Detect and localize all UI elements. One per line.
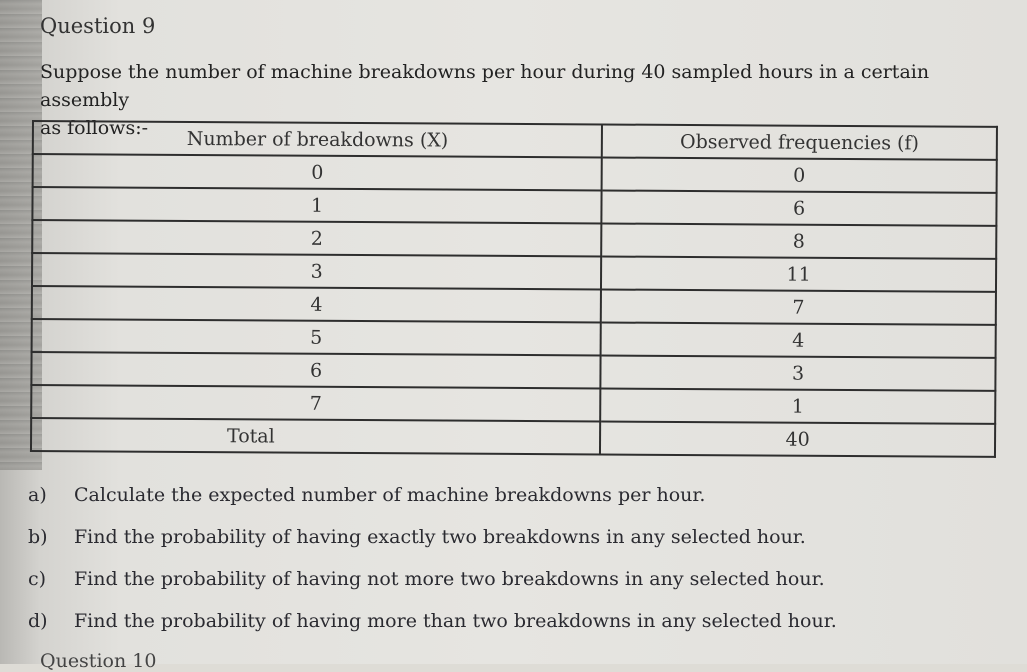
cell-f: 4 <box>601 322 996 357</box>
list-item <box>28 564 837 606</box>
next-question-heading: Question 10 <box>40 650 157 672</box>
cell-x: 3 <box>32 253 601 289</box>
total-value: 40 <box>600 421 995 456</box>
part-marker: c) <box>28 568 47 590</box>
part-marker: a) <box>28 484 47 506</box>
cell-x: 4 <box>32 286 601 322</box>
list-item <box>28 522 837 564</box>
cell-f: 1 <box>600 388 995 423</box>
cell-x: 6 <box>31 352 600 388</box>
cell-f: 6 <box>602 190 997 225</box>
breakdowns-table <box>30 120 998 458</box>
part-marker: b) <box>28 526 48 548</box>
question-parts <box>28 480 837 648</box>
cell-x: 1 <box>32 187 601 223</box>
cell-x: 2 <box>32 220 601 256</box>
table-total-row <box>31 418 995 457</box>
list-item <box>28 606 837 648</box>
cell-f: 11 <box>601 256 996 291</box>
part-text: Find the probability of having not more two breakdowns in any selected hour. <box>74 568 825 590</box>
cell-x: 7 <box>31 385 600 421</box>
part-text: Find the probability of having more than two breakdowns in any selected hour. <box>74 610 837 632</box>
question-heading: Question 9 <box>40 14 156 38</box>
part-text: Find the probability of having exactly two breakdowns in any selected hour. <box>74 526 806 548</box>
part-text: Calculate the expected number of machine breakdowns per hour. <box>74 484 706 506</box>
cell-f: 3 <box>601 355 996 390</box>
cell-x: 5 <box>32 319 601 355</box>
part-marker: d) <box>28 610 48 632</box>
intro-line-1: Suppose the number of machine breakdowns per hour during 40 sampled hours in a certain assembly <box>40 61 930 111</box>
intro-line-2: as follows:- <box>40 117 149 139</box>
cell-f: 8 <box>601 223 996 258</box>
header-frequencies: Observed frequencies (f) <box>602 124 997 159</box>
list-item <box>28 480 837 522</box>
cell-f: 0 <box>602 157 997 192</box>
cell-x: 0 <box>33 154 602 190</box>
cell-f: 7 <box>601 289 996 324</box>
header-breakdowns: Number of breakdowns (X) <box>33 121 602 157</box>
total-label: Total <box>31 418 600 454</box>
